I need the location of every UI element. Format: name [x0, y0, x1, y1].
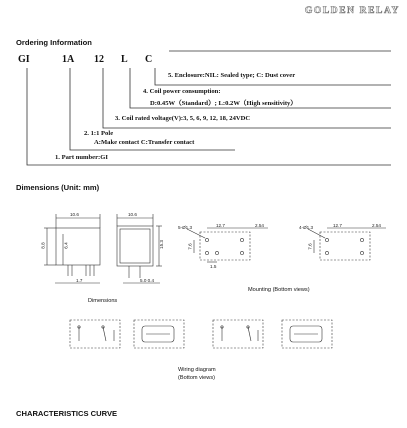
front-width-label: 10.6 — [70, 212, 79, 217]
dimensions-caption: Dimensions — [88, 298, 118, 304]
code-power: L — [121, 54, 128, 65]
front-height-label: 8.8 — [40, 242, 46, 249]
mount-left-holes: 5-Ø1.3 — [178, 225, 193, 230]
coil-power-title: 4. Coil power consumption: — [143, 88, 221, 95]
enclosure-description: 5. Enclosure:NIL: Sealed type; C: Dust cover — [168, 72, 296, 79]
brand-logo: GOLDEN RELAY — [304, 6, 400, 16]
part-number-description: 1. Part number:GI — [55, 154, 108, 161]
code-enclosure: C — [145, 54, 153, 65]
mount-right-edge: 2.54 — [372, 223, 381, 228]
front-inner-label: 6.4 — [63, 242, 69, 249]
dimensions-heading: Dimensions (Unit: mm) — [16, 183, 100, 192]
side-width-label: 10.6 — [128, 212, 137, 217]
code-part: GI — [18, 54, 30, 65]
coil-voltage-description: 3. Coil rated voltage(V):3, 5, 6, 9, 12, 18, 24VDC — [115, 115, 251, 122]
mount-left-lower: 1.5 — [210, 264, 217, 269]
pole-title: 2. 1:1 Pole — [84, 130, 114, 137]
mount-right-pitch: 12.7 — [333, 223, 342, 228]
mount-left-edge: 2.54 — [255, 223, 264, 228]
mount-left-pitch: 12.7 — [216, 223, 225, 228]
wiring-caption-views: (Bottom views) — [178, 375, 215, 381]
ordering-heading: Ordering Information — [16, 38, 92, 47]
mount-left-side: 7.6 — [187, 243, 193, 250]
side-height-label: 15.3 — [158, 240, 164, 249]
mount-right-side: 7.6 — [307, 243, 313, 250]
code-voltage: 12 — [94, 54, 104, 65]
mount-right-holes: 4-Ø1.3 — [299, 225, 314, 230]
coil-power-values: D:0.45W（Standard）; L:0.2W（High sensitivity） — [150, 100, 297, 107]
mounting-caption: Mounting (Bottom views) — [248, 287, 310, 293]
characteristics-heading: CHARACTERISTICS CURVE — [16, 409, 118, 418]
pole-values: A:Make contact C:Transfer contact — [94, 139, 195, 146]
front-pitch-label: 5.0 0.4 — [140, 278, 155, 283]
wiring-caption: Wiring diagram — [178, 367, 216, 373]
front-bottom-label: 1.7 — [76, 278, 83, 283]
code-pole: 1A — [62, 54, 75, 65]
